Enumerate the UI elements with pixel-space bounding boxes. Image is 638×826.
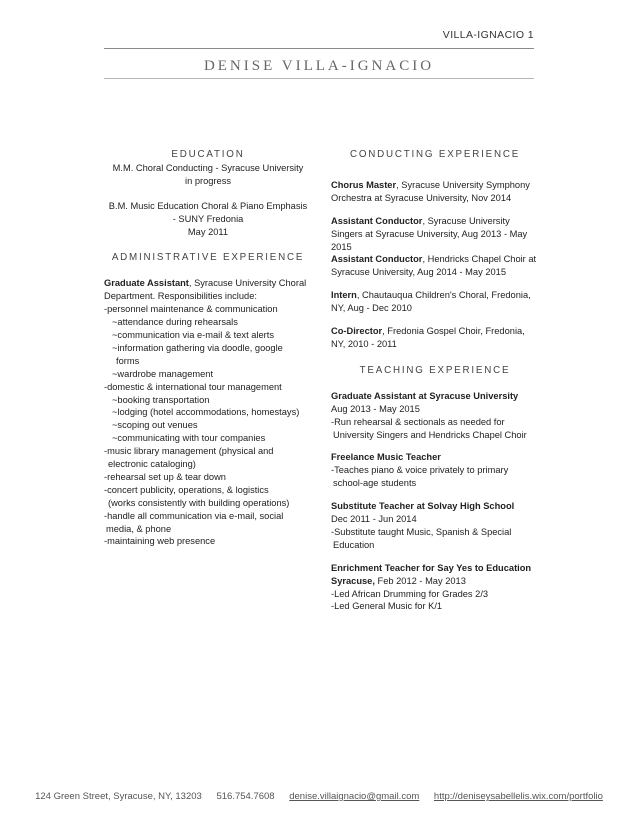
- conducting-detail: , Fredonia Gospel Choir, Fredonia,: [382, 326, 525, 337]
- teaching-title-bold: Syracuse,: [331, 575, 375, 586]
- name-rule: [104, 78, 534, 79]
- conducting-entry-title: [331, 179, 539, 192]
- admin-item: -domestic & international tour management: [104, 381, 282, 392]
- admin-item: ~information gathering via doodle, google: [112, 342, 283, 353]
- teaching-entry-line: Education: [333, 539, 375, 550]
- conducting-entry-line: NY, Aug - Dec 2010: [331, 303, 412, 314]
- education-line: - SUNY Fredonia: [172, 213, 244, 224]
- education-line: in progress: [185, 175, 231, 186]
- conducting-role: Co-Director: [331, 326, 383, 337]
- conducting-entry-title: [331, 253, 539, 266]
- admin-item: ~scoping out venues: [112, 420, 198, 431]
- conducting-role: Assistant Conductor: [331, 215, 423, 226]
- conducting-entry-line: NY, 2010 - 2011: [331, 338, 397, 349]
- education-line: B.M. Music Education Choral & Piano Emphasis: [108, 200, 308, 211]
- conducting-detail: , Chautauqua Children's Choral, Fredonia,: [356, 290, 531, 301]
- conducting-detail: , Syracuse University Symphony: [396, 179, 530, 190]
- education-line: M.M. Choral Conducting - Syracuse University: [112, 162, 304, 173]
- left-column: [104, 149, 312, 548]
- conducting-role: Chorus Master: [331, 179, 397, 190]
- admin-item: -music library management (physical and: [104, 446, 274, 457]
- teaching-entry-title: Enrichment Teacher for Say Yes to Education: [331, 562, 532, 573]
- teaching-heading: TEACHING EXPERIENCE: [359, 364, 511, 376]
- admin-item: (works consistently with building operations): [108, 497, 290, 508]
- admin-item: -concert publicity, operations, & logistics: [104, 484, 269, 495]
- admin-item: -handle all communication via e-mail, social: [104, 510, 284, 521]
- admin-item: ~attendance during rehearsals: [112, 317, 238, 328]
- admin-item: ~booking transportation: [112, 394, 210, 405]
- teaching-entry-line: school-age students: [333, 478, 417, 489]
- admin-item: electronic cataloging): [108, 459, 196, 470]
- footer-email-link[interactable]: denise.villaignacio@gmail.com: [289, 791, 420, 802]
- admin-title-bold: Graduate Assistant: [104, 278, 189, 289]
- admin-item: ~communication via e-mail & text alerts: [112, 329, 274, 340]
- teaching-entry-line: -Led General Music for K/1: [331, 601, 443, 612]
- admin-item: media, & phone: [106, 523, 172, 534]
- resume-name: DENISE VILLA-IGNACIO: [203, 58, 435, 74]
- teaching-entry-title-2: [331, 575, 539, 588]
- admin-item: ~communicating with tour companies: [112, 433, 266, 444]
- administrative-heading: ADMINISTRATIVE EXPERIENCE: [111, 252, 305, 264]
- conducting-entry-line: Orchestra at Syracuse University, Nov 2014: [331, 192, 512, 203]
- admin-item: -rehearsal set up & tear down: [104, 471, 226, 482]
- footer-phone: 516.754.7608: [216, 791, 275, 802]
- admin-title-rest: , Syracuse University Choral: [188, 278, 307, 289]
- conducting-entry-line: 2015: [331, 241, 352, 252]
- teaching-entry-line: -Teaches piano & voice privately to primary: [331, 465, 509, 476]
- teaching-entry-line: Aug 2013 - May 2015: [331, 403, 420, 414]
- conducting-entry-line: Singers at Syracuse University, Aug 2013 - May: [331, 228, 528, 239]
- admin-item: -personnel maintenance & communication: [104, 304, 278, 315]
- admin-item: ~wardrobe management: [112, 368, 214, 379]
- conducting-detail: , Hendricks Chapel Choir at: [422, 254, 537, 265]
- teaching-entry-title: Graduate Assistant at Syracuse University: [331, 390, 519, 401]
- teaching-entry-title: Substitute Teacher at Solvay High School: [331, 501, 515, 512]
- conducting-entry-title: [331, 325, 539, 338]
- education-line: May 2011: [187, 226, 229, 237]
- teaching-title-rest: Feb 2012 - May 2013: [374, 575, 466, 586]
- teaching-entry-line: Dec 2011 - Jun 2014: [331, 514, 417, 525]
- conducting-detail: , Syracuse University: [422, 215, 510, 226]
- conducting-heading: CONDUCTING EXPERIENCE: [349, 149, 521, 160]
- admin-item: forms: [116, 355, 140, 366]
- right-column: [331, 149, 539, 613]
- teaching-entry-line: University Singers and Hendricks Chapel Choir: [333, 429, 527, 440]
- admin-title: [104, 277, 312, 290]
- conducting-role: Assistant Conductor: [331, 254, 423, 265]
- teaching-entry-line: -Run rehearsal & sectionals as needed for: [331, 416, 505, 427]
- conducting-entry-line: Syracuse University, Aug 2014 - May 2015: [331, 267, 507, 278]
- education-heading: EDUCATION: [171, 149, 245, 160]
- conducting-entry-title: [331, 215, 539, 228]
- conducting-entry-title: [331, 289, 539, 302]
- teaching-entry-line: -Substitute taught Music, Spanish & Special: [331, 526, 512, 537]
- footer: [0, 791, 638, 802]
- footer-address: 124 Green Street, Syracuse, NY, 13203: [35, 791, 202, 802]
- admin-item: -maintaining web presence: [104, 536, 216, 547]
- teaching-entry-title: Freelance Music Teacher: [331, 452, 441, 463]
- header-rule: [104, 48, 534, 49]
- conducting-role: Intern: [331, 290, 357, 301]
- admin-line: Department. Responsibilities include:: [104, 291, 257, 302]
- teaching-entry-line: -Led African Drumming for Grades 2/3: [331, 588, 489, 599]
- footer-website-link[interactable]: http://deniseysabellelis.wix.com/portfolio: [433, 791, 603, 802]
- admin-item: ~lodging (hotel accommodations, homestays): [112, 407, 300, 418]
- page-number: VILLA-IGNACIO 1: [442, 29, 534, 41]
